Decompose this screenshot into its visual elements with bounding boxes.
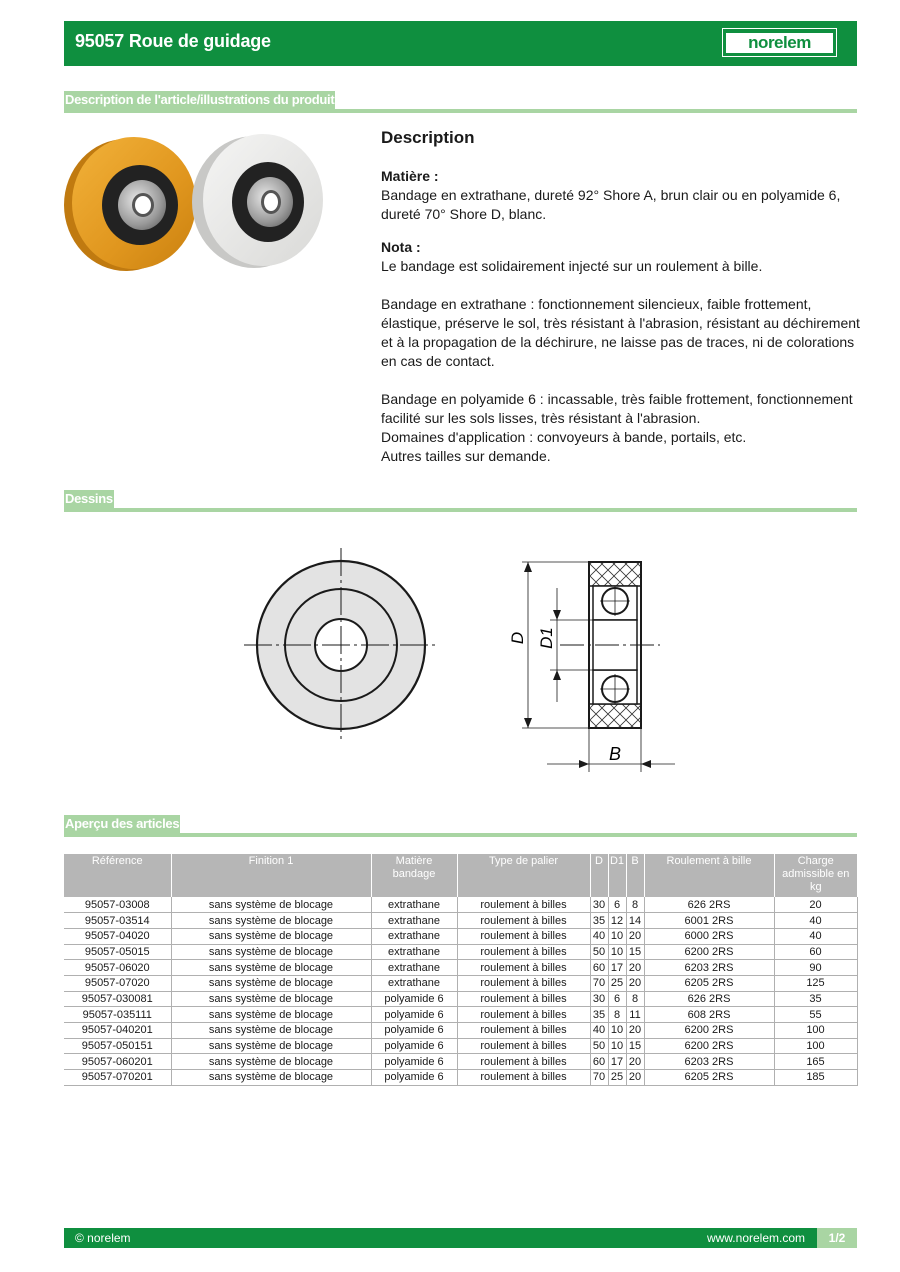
cell-d1: 17	[608, 1054, 626, 1070]
cell-finish: sans système de blocage	[171, 960, 371, 976]
description-heading: Description	[381, 128, 475, 147]
table-header-row	[64, 854, 857, 897]
cell-bearing: 6000 2RS	[644, 928, 774, 944]
cell-type: roulement à billes	[457, 991, 590, 1007]
cell-material: extrathane	[371, 913, 457, 929]
material-label: Matière :	[381, 168, 439, 184]
col-b: B	[626, 854, 644, 897]
page-number: 1/2	[817, 1228, 857, 1248]
note-label: Nota :	[381, 239, 421, 255]
cell-ref: 95057-035111	[64, 1007, 171, 1023]
cell-d1: 6	[608, 991, 626, 1007]
cell-load: 100	[774, 1023, 857, 1039]
cell-d: 40	[590, 928, 608, 944]
label-b: B	[608, 744, 622, 764]
technical-drawing	[230, 540, 690, 780]
table-row	[64, 928, 857, 944]
cell-bearing: 6200 2RS	[644, 1023, 774, 1039]
cell-type: roulement à billes	[457, 1054, 590, 1070]
section-title-overview: Aperçu des articles	[65, 816, 180, 831]
cell-material: extrathane	[371, 960, 457, 976]
cell-finish: sans système de blocage	[171, 928, 371, 944]
cell-ref: 95057-04020	[64, 928, 171, 944]
cell-ref: 95057-05015	[64, 944, 171, 960]
cell-b: 20	[626, 928, 644, 944]
cell-load: 60	[774, 944, 857, 960]
table-row	[64, 1054, 857, 1070]
cell-b: 20	[626, 1070, 644, 1086]
cell-load: 20	[774, 897, 857, 913]
cell-b: 20	[626, 1023, 644, 1039]
cell-d1: 12	[608, 913, 626, 929]
cell-material: polyamide 6	[371, 1007, 457, 1023]
cell-ref: 95057-070201	[64, 1070, 171, 1086]
cell-d: 30	[590, 897, 608, 913]
description-block	[381, 128, 861, 466]
cell-d: 35	[590, 1007, 608, 1023]
table-row	[64, 975, 857, 991]
cell-load: 125	[774, 975, 857, 991]
logo-text: norelem	[726, 33, 833, 53]
table-row	[64, 1070, 857, 1086]
cell-d: 60	[590, 960, 608, 976]
cell-d: 50	[590, 944, 608, 960]
label-d1: D1	[537, 627, 556, 649]
cell-b: 20	[626, 1054, 644, 1070]
cell-b: 15	[626, 944, 644, 960]
footer-copyright: © norelem	[75, 1231, 131, 1245]
section-illustrations	[64, 91, 857, 113]
cell-d1: 8	[608, 1007, 626, 1023]
section-title-illustrations: Description de l'article/illustrations du produit	[65, 92, 335, 107]
cell-ref: 95057-06020	[64, 960, 171, 976]
table-row	[64, 1038, 857, 1054]
cell-ref: 95057-050151	[64, 1038, 171, 1054]
cell-bearing: 6200 2RS	[644, 944, 774, 960]
cell-material: extrathane	[371, 975, 457, 991]
footer-url-link[interactable]: www.norelem.com	[706, 1231, 805, 1245]
table-row	[64, 1023, 857, 1039]
cell-bearing: 6203 2RS	[644, 960, 774, 976]
cell-bearing: 626 2RS	[644, 897, 774, 913]
cell-bearing: 6200 2RS	[644, 1038, 774, 1054]
cell-type: roulement à billes	[457, 897, 590, 913]
cell-load: 55	[774, 1007, 857, 1023]
cell-d1: 6	[608, 897, 626, 913]
table-row	[64, 991, 857, 1007]
cell-ref: 95057-040201	[64, 1023, 171, 1039]
cell-type: roulement à billes	[457, 1007, 590, 1023]
table-row	[64, 913, 857, 929]
cell-type: roulement à billes	[457, 1038, 590, 1054]
cell-bearing: 626 2RS	[644, 991, 774, 1007]
cell-bearing: 6001 2RS	[644, 913, 774, 929]
col-ref: Référence	[64, 854, 171, 897]
cell-finish: sans système de blocage	[171, 1070, 371, 1086]
col-finish: Finition 1	[171, 854, 371, 897]
cell-finish: sans système de blocage	[171, 913, 371, 929]
cell-bearing: 6205 2RS	[644, 975, 774, 991]
cell-finish: sans système de blocage	[171, 1023, 371, 1039]
cell-load: 40	[774, 928, 857, 944]
section-drawings	[64, 490, 857, 512]
cell-material: polyamide 6	[371, 1070, 457, 1086]
cell-d1: 17	[608, 960, 626, 976]
orange-wheel	[64, 137, 196, 271]
section-overview	[64, 815, 857, 837]
white-wheel	[192, 134, 323, 268]
cell-load: 35	[774, 991, 857, 1007]
cell-d1: 25	[608, 1070, 626, 1086]
cell-finish: sans système de blocage	[171, 975, 371, 991]
cell-ref: 95057-03008	[64, 897, 171, 913]
cell-ref: 95057-07020	[64, 975, 171, 991]
cell-b: 15	[626, 1038, 644, 1054]
cell-type: roulement à billes	[457, 928, 590, 944]
cell-d1: 10	[608, 928, 626, 944]
note-text: Le bandage est solidairement injecté sur un roulement à bille.	[381, 258, 763, 274]
cell-type: roulement à billes	[457, 1023, 590, 1039]
cell-finish: sans système de blocage	[171, 1038, 371, 1054]
cell-d: 60	[590, 1054, 608, 1070]
col-load: Charge admissible en kg	[774, 854, 857, 897]
col-d1: D1	[608, 854, 626, 897]
cell-material: polyamide 6	[371, 991, 457, 1007]
section-view	[522, 562, 675, 772]
header-bar	[64, 21, 857, 66]
other-sizes-text: Autres tailles sur demande.	[381, 448, 551, 464]
cell-d: 35	[590, 913, 608, 929]
cell-material: extrathane	[371, 944, 457, 960]
material-text: Bandage en extrathane, dureté 92° Shore A, brun clair ou en polyamide 6, dureté 70° Shore D, blanc.	[381, 187, 841, 222]
cell-finish: sans système de blocage	[171, 991, 371, 1007]
extrathane-text: Bandage en extrathane : fonctionnement silencieux, faible frottement, élastique, préserve le sol, très résistant à l'abrasion, résistant au déchirement et à la propagation de la déchirure, ne laisse pas de traces, ni de colorations en cas de contact.	[381, 296, 860, 369]
footer-bar	[64, 1228, 857, 1248]
cell-d: 40	[590, 1023, 608, 1039]
cell-d: 30	[590, 991, 608, 1007]
col-ball-bearing: Roulement à bille	[644, 854, 774, 897]
articles-table	[64, 854, 857, 1086]
cell-load: 90	[774, 960, 857, 976]
col-bearing-type: Type de palier	[457, 854, 590, 897]
cell-b: 8	[626, 897, 644, 913]
cell-finish: sans système de blocage	[171, 944, 371, 960]
cell-material: polyamide 6	[371, 1023, 457, 1039]
cell-bearing: 6205 2RS	[644, 1070, 774, 1086]
cell-bearing: 608 2RS	[644, 1007, 774, 1023]
product-photo	[64, 125, 326, 275]
cell-material: extrathane	[371, 928, 457, 944]
cell-ref: 95057-03514	[64, 913, 171, 929]
cell-type: roulement à billes	[457, 913, 590, 929]
page-title: 95057 Roue de guidage	[75, 31, 271, 51]
table-row	[64, 897, 857, 913]
cell-finish: sans système de blocage	[171, 897, 371, 913]
col-d: D	[590, 854, 608, 897]
cell-finish: sans système de blocage	[171, 1007, 371, 1023]
cell-d1: 25	[608, 975, 626, 991]
cell-b: 20	[626, 975, 644, 991]
cell-material: polyamide 6	[371, 1038, 457, 1054]
table-row	[64, 944, 857, 960]
col-material: Matière bandage	[371, 854, 457, 897]
cell-b: 14	[626, 913, 644, 929]
cell-b: 11	[626, 1007, 644, 1023]
cell-type: roulement à billes	[457, 944, 590, 960]
label-d: D	[508, 631, 527, 645]
section-title-drawings: Dessins	[65, 491, 113, 506]
cell-d1: 10	[608, 1023, 626, 1039]
cell-bearing: 6203 2RS	[644, 1054, 774, 1070]
cell-d: 50	[590, 1038, 608, 1054]
cell-load: 100	[774, 1038, 857, 1054]
cell-type: roulement à billes	[457, 1070, 590, 1086]
cell-b: 20	[626, 960, 644, 976]
cell-d: 70	[590, 975, 608, 991]
cell-b: 8	[626, 991, 644, 1007]
cell-load: 185	[774, 1070, 857, 1086]
cell-material: polyamide 6	[371, 1054, 457, 1070]
cell-d1: 10	[608, 944, 626, 960]
table-row	[64, 960, 857, 976]
cell-type: roulement à billes	[457, 960, 590, 976]
cell-finish: sans système de blocage	[171, 1054, 371, 1070]
cell-ref: 95057-060201	[64, 1054, 171, 1070]
cell-load: 165	[774, 1054, 857, 1070]
cell-d: 70	[590, 1070, 608, 1086]
cell-type: roulement à billes	[457, 975, 590, 991]
applications-text: Domaines d'application : convoyeurs à bande, portails, etc.	[381, 429, 747, 445]
table-row	[64, 1007, 857, 1023]
cell-d1: 10	[608, 1038, 626, 1054]
cell-load: 40	[774, 913, 857, 929]
polyamide-text: Bandage en polyamide 6 : incassable, très faible frottement, fonctionnement facilité sur les sols lisses, très résistant à l'abrasion.	[381, 391, 853, 426]
front-view	[244, 548, 438, 742]
cell-material: extrathane	[371, 897, 457, 913]
norelem-logo[interactable]	[722, 28, 837, 57]
cell-ref: 95057-030081	[64, 991, 171, 1007]
